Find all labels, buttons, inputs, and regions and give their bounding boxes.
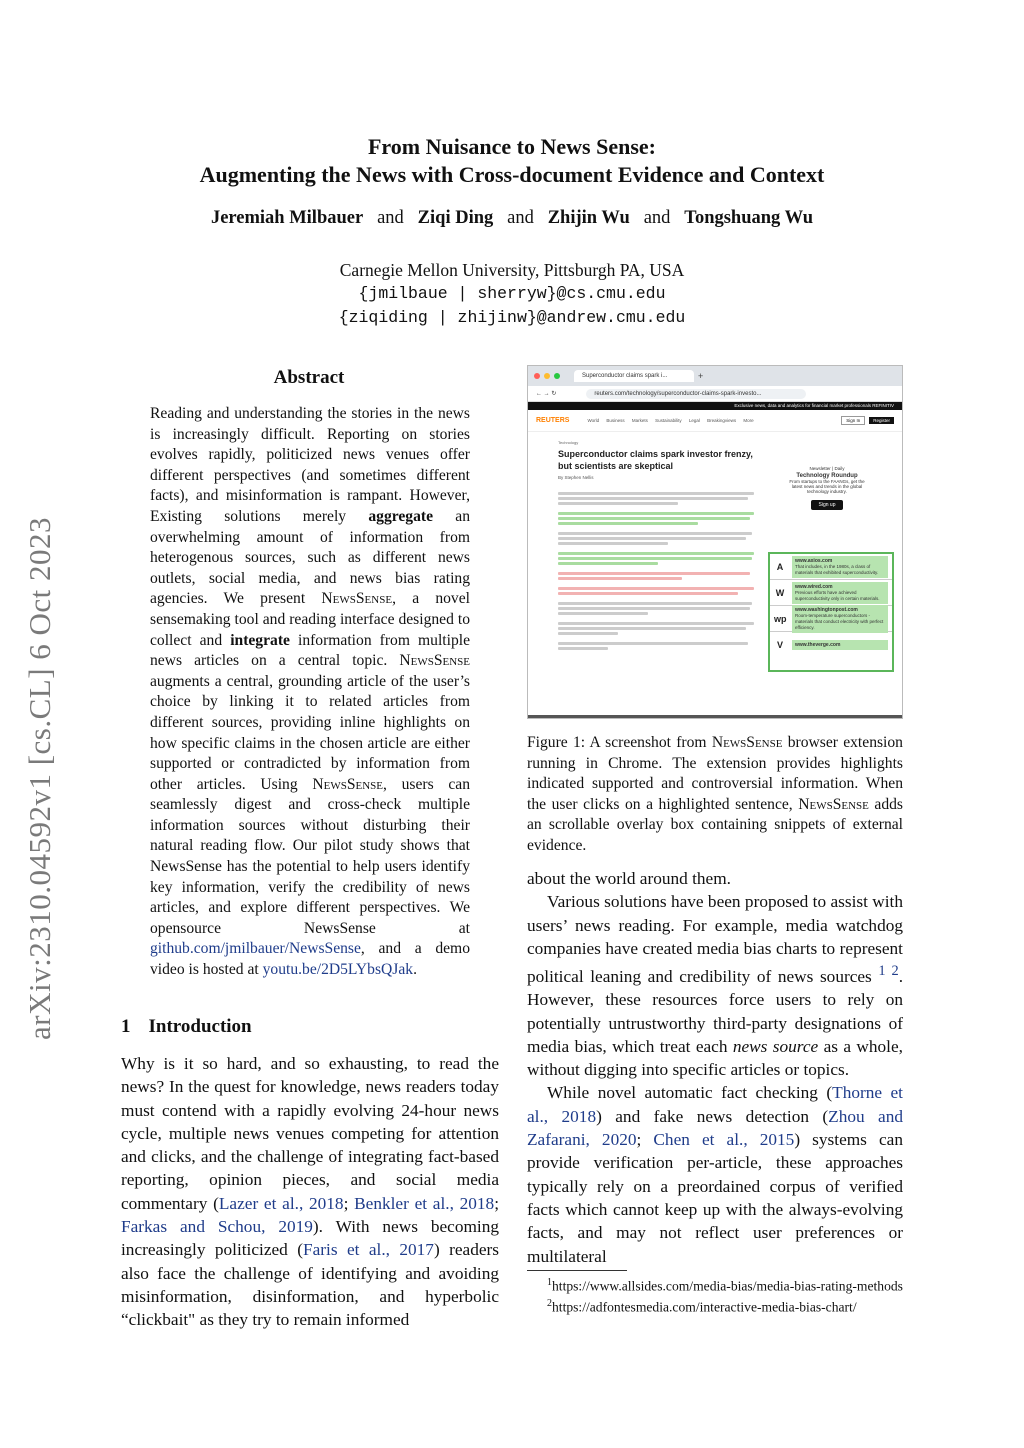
evidence-snippet: Previous efforts have achieved superconductivity only in certain materials. bbox=[795, 589, 880, 601]
new-tab-icon: + bbox=[698, 371, 704, 381]
para-factcheck-text-2: ) and fake news detection ( bbox=[596, 1106, 829, 1126]
browser-url-bar bbox=[528, 386, 902, 402]
author-sep-2: and bbox=[507, 208, 534, 228]
sign-in-button: Sign In bbox=[841, 416, 865, 425]
article-byline: By Stephen Nellis bbox=[558, 475, 594, 480]
abstract-bold-1: aggregate bbox=[368, 507, 434, 525]
footnote-1 bbox=[527, 1274, 905, 1295]
affiliation: Carnegie Mellon University, Pittsburgh PA, USA bbox=[339, 260, 685, 280]
minimize-window-icon bbox=[544, 373, 550, 379]
intro-text-4: ). With news becoming increasingly politicized ( bbox=[121, 1217, 500, 1260]
newsletter-widget bbox=[784, 466, 870, 510]
evidence-item bbox=[770, 554, 892, 580]
abstract-text-2: an overwhelming amount of information from heterogenous sources, such as different news outlets, social media, and news bias rating agencies. We present bbox=[150, 507, 470, 608]
citation-lazer[interactable]: Lazer et al., 2018 bbox=[218, 1193, 344, 1213]
author-4: Tongshuang Wu bbox=[684, 208, 814, 228]
intro-text-5: ) readers also face the challenge of identifying and avoiding misinformation, disinformation, and hyperbolic “clickbait" as they try to remain informed bbox=[121, 1240, 499, 1330]
evidence-snippet: That includes, in the 1980s, a class of materials that exhibited superconductivity. bbox=[795, 563, 879, 575]
wired-logo-icon: W bbox=[775, 587, 785, 598]
para-solutions-text-3: as a whole, without digging into specific articles or topics. bbox=[527, 1036, 903, 1080]
abstract-body bbox=[150, 404, 470, 981]
footnote-number-1: 1 bbox=[547, 1277, 552, 1288]
footnote-url-2: https://adfontesmedia.com/interactive-media-bias-chart/ bbox=[552, 1299, 857, 1315]
section-heading-introduction bbox=[121, 1016, 270, 1038]
evidence-site: www.theverge.com bbox=[795, 642, 841, 648]
para-solutions-text-1: Various solutions have been proposed to assist with users’ news reading. For example, media watchdog companies have created media bias charts to represent political leaning and credibility of news sources bbox=[527, 892, 903, 986]
maximize-window-icon bbox=[554, 373, 560, 379]
contradicted-highlight bbox=[558, 572, 750, 575]
right-column-text bbox=[527, 867, 903, 1268]
para-factcheck-text-4: ) systems can provide verification per-article, these approaches typically rely on a preordained corpus of verified facts which cannot keep up with the always-evolving facts, and may not reflect user preferences or multilateral bbox=[527, 1130, 903, 1266]
abstract-bold-2: integrate bbox=[230, 631, 290, 649]
newsletter-desc: From startups to the FAANGs, get the latest news and trends in the global technology industry. bbox=[789, 479, 865, 494]
email-1: {jmilbaue | sherryw}@cs.cmu.edu bbox=[358, 284, 666, 303]
para-factcheck-text-1: While novel automatic fact checking ( bbox=[547, 1083, 833, 1103]
reload-icon: ↻ bbox=[551, 391, 557, 397]
section-number: 1 bbox=[121, 1016, 131, 1037]
evidence-item bbox=[770, 606, 892, 632]
verge-logo-icon: V bbox=[776, 640, 783, 650]
intro-text-2: ; bbox=[343, 1193, 355, 1213]
para-factcheck bbox=[527, 1081, 903, 1267]
newssense-name-3: NewsSense bbox=[312, 775, 383, 793]
abstract-heading: Abstract bbox=[273, 367, 345, 388]
newsletter-label: Newsletter | Daily bbox=[809, 466, 845, 471]
register-button: Register bbox=[869, 417, 894, 424]
citation-benkler[interactable]: Benkler et al., 2018 bbox=[354, 1193, 495, 1213]
author-1: Jeremiah Milbauer bbox=[210, 208, 364, 228]
author-sep-1: and bbox=[377, 208, 404, 228]
author-2: Ziqi Ding bbox=[417, 208, 494, 228]
para-solutions bbox=[527, 890, 903, 1081]
figure-1-caption bbox=[527, 733, 903, 857]
figure-1-screenshot bbox=[527, 365, 903, 719]
intro-text-3: ; bbox=[494, 1193, 500, 1213]
back-arrow-icon: ← bbox=[536, 390, 542, 397]
section-title: Introduction bbox=[148, 1016, 252, 1037]
evidence-snippet: Room-temperature superconductors - materials that conduct electricity with perfect efficiency. bbox=[795, 612, 884, 630]
article-kicker: Technology bbox=[558, 440, 579, 445]
author-3: Zhijin Wu bbox=[547, 208, 630, 228]
paper-title bbox=[100, 133, 924, 189]
forward-arrow-icon: → bbox=[543, 390, 550, 397]
email-2: {ziqiding | zhijinw}@andrew.cmu.edu bbox=[338, 308, 686, 327]
author-sep-3: and bbox=[643, 208, 671, 228]
citation-thorne[interactable]: Thorne et al., 2018 bbox=[527, 1083, 903, 1126]
browser-tab-bar bbox=[528, 366, 902, 386]
article-headline: Superconductor claims spark investor frenzy, but scientists are skeptical bbox=[558, 449, 753, 471]
caption-text-3: adds an scrollable overlay box containing snippets of external evidence. bbox=[527, 795, 904, 854]
refinitiv-banner: Exclusive news, data and analytics for financial market professionals REFINITIV bbox=[528, 402, 902, 410]
reuters-nav-items: World Business Markets Sustainability Legal Breakingviews More bbox=[587, 418, 754, 423]
authors bbox=[100, 208, 924, 229]
citation-faris[interactable]: Faris et al., 2017 bbox=[302, 1240, 434, 1260]
newssense-name-2: NewsSense bbox=[399, 652, 470, 670]
youtube-link[interactable]: youtu.be/2D5LYbsQJak bbox=[262, 961, 414, 979]
github-link[interactable]: github.com/jmilbauer/NewsSense bbox=[150, 940, 361, 958]
newsletter-title: Technology Roundup bbox=[796, 473, 858, 479]
evidence-site: www.washingtonpost.com bbox=[795, 606, 858, 613]
evidence-site: www.wired.com bbox=[795, 583, 833, 590]
washington-post-logo-icon: wp bbox=[774, 613, 787, 624]
newssense-name-1: NewsSense bbox=[321, 590, 393, 608]
newssense-name-caption-1: NewsSense bbox=[711, 734, 783, 751]
abstract-text-5: augments a central, grounding article of the user’s choice by linking it to related articles from different sources, providing inline highlights on how specific claims in the chosen article are either supported or contradicted by information from other articles. Using bbox=[150, 672, 470, 793]
citation-zhou[interactable]: Zhou and Zafarani, 2020 bbox=[527, 1106, 904, 1150]
supported-highlight bbox=[558, 512, 754, 515]
evidence-site: www.axios.com bbox=[795, 557, 833, 564]
intro-text-1: Why is it so hard, and so exhausting, to read the news? In the quest for knowledge, news readers today must contend with a rapidly evolving 24-hour news cycle, multiple news venues competing for attention and clicks, and the challenge of integrating fact-based reporting, opinion pieces, and social media commentary ( bbox=[121, 1054, 499, 1213]
footnotes bbox=[527, 1274, 905, 1315]
footnote-2 bbox=[527, 1295, 905, 1316]
footnote-divider bbox=[527, 1270, 627, 1271]
title-line-1: From Nuisance to News Sense: bbox=[367, 134, 656, 159]
intro-paragraph bbox=[121, 1052, 499, 1332]
abstract-text-4: information from multiple news articles on a central topic. bbox=[150, 631, 470, 670]
url-field: reuters.com/technology/superconductor-claims-spark-investo... bbox=[586, 389, 806, 399]
arxiv-stamp: arXiv:2310.04592v1 [cs.CL] 6 Oct 2023 bbox=[22, 516, 57, 1040]
browser-tab: Superconductor claims spark i... bbox=[574, 370, 694, 382]
abstract-text-7: , and a demo video is hosted at bbox=[150, 940, 470, 979]
evidence-item bbox=[770, 580, 892, 606]
axios-logo-icon: A bbox=[776, 561, 784, 572]
citation-chen[interactable]: Chen et al., 2015 bbox=[653, 1130, 795, 1150]
abstract-text-3: , a novel sensemaking tool and reading interface designed to collect and bbox=[150, 590, 470, 649]
evidence-overlay bbox=[768, 552, 894, 672]
abstract-text-8: . bbox=[413, 961, 417, 979]
affiliation-block bbox=[100, 258, 924, 330]
reuters-logo: REUTERS bbox=[536, 417, 570, 424]
close-window-icon bbox=[534, 373, 540, 379]
para-continuation: about the world around them. bbox=[527, 869, 731, 888]
para-solutions-text-2: . However, these resources force users to rely on potentially untrustworthy third-party designations of media bias, which treat each bbox=[527, 966, 904, 1056]
caption-text-2: browser extension running in Chrome. The extension provides highlights indicated supported and controversial information. When the user clicks on a highlighted sentence, bbox=[527, 734, 903, 813]
caption-text-1: Figure 1: A screenshot from bbox=[527, 734, 712, 751]
abstract-text-1: Reading and understanding the stories in the news is increasingly difficult. Reporting on stories evolves rapidly, politicized news venues offer different perspectives (and sometimes different facts), and misinformation is rampant. However, Existing solutions merely bbox=[150, 405, 470, 525]
reuters-nav bbox=[528, 410, 902, 432]
abstract-text-6: , users can seamlessly digest and cross-check multiple information sources without disturbing their natural reading flow. Our pilot study shows that NewsSense has the potential to help users identify key information, verify the credibility of news articles, and explore different perspectives. We opensource NewsSense at bbox=[150, 775, 470, 937]
citation-farkas[interactable]: Farkas and Schou, 2019 bbox=[121, 1217, 313, 1237]
footnote-url-1: https://www.allsides.com/media-bias/media-bias-rating-methods bbox=[552, 1278, 903, 1294]
article-body bbox=[558, 440, 758, 650]
newsletter-signup-button: Sign up bbox=[811, 500, 843, 510]
newssense-name-caption-2: NewsSense bbox=[798, 795, 869, 813]
footnote-number-2: 2 bbox=[547, 1297, 552, 1309]
footnote-ref-1[interactable]: 1 bbox=[878, 963, 886, 980]
para-factcheck-text-3: ; bbox=[636, 1130, 654, 1150]
title-line-2: Augmenting the News with Cross-document Evidence and Context bbox=[199, 162, 825, 187]
para-solutions-emphasis: news source bbox=[732, 1036, 819, 1056]
evidence-item bbox=[770, 632, 892, 658]
footnote-ref-2[interactable]: 2 bbox=[891, 963, 899, 980]
